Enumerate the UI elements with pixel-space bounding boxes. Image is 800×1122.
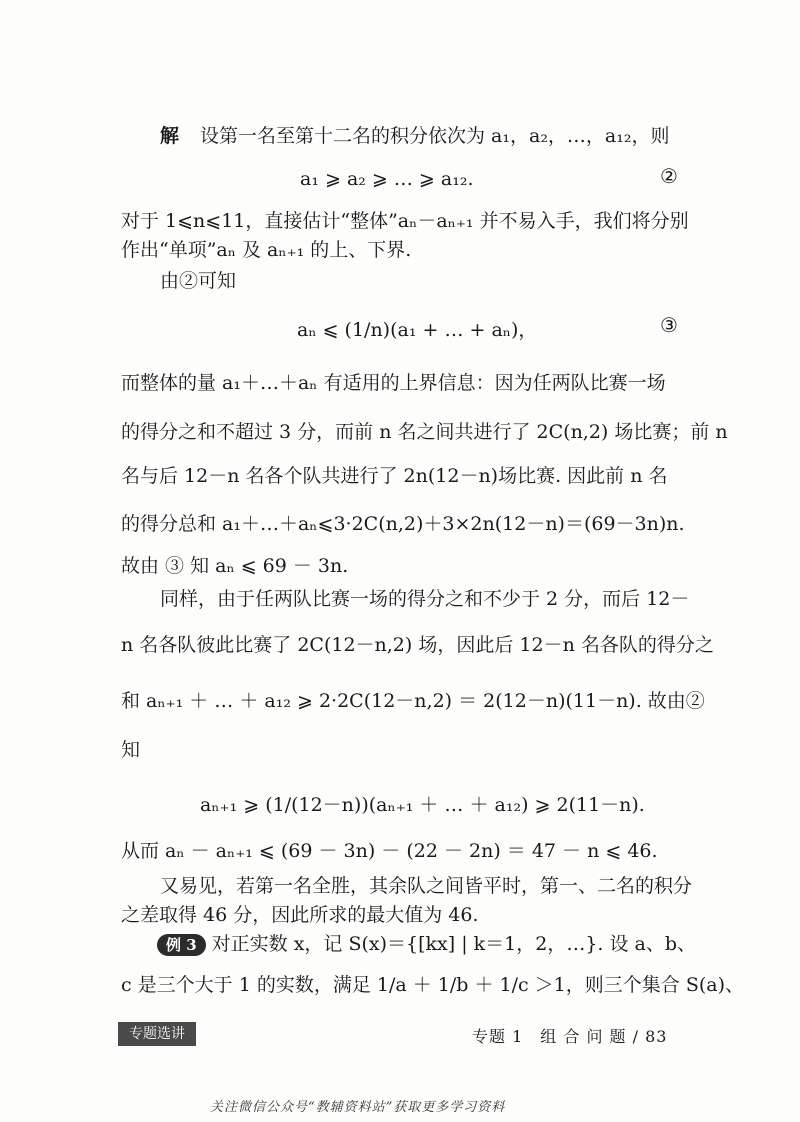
solution-line-10: 同样，由于任两队比赛一场的得分之和不少于 2 分，而后 12－	[160, 588, 690, 610]
equation-tag-2: ②	[660, 164, 678, 188]
solution-line-16: 之差取得 46 分，因此所求的最大值为 46.	[121, 904, 479, 926]
solution-line-7: 名与后 12－n 名各个队共进行了 2n(12－n)场比赛. 因此前 n 名	[121, 465, 668, 487]
watermark-text: 关注微信公众号“教辅资料站”获取更多学习资料	[210, 1100, 506, 1115]
example-badge: 例 3	[157, 934, 206, 956]
solution-line-5: 而整体的量 a₁＋…＋aₙ 有适用的上界信息：因为任两队比赛一场	[121, 372, 666, 394]
solution-line-6: 的得分之和不超过 3 分，而前 n 名之间共进行了 2C(n,2) 场比赛；前 n	[121, 421, 728, 443]
solution-label: 解	[160, 125, 180, 147]
solution-line-14: 从而 aₙ － aₙ₊₁ ⩽ (69 － 3n) － (22 － 2n) ＝ 47 － n ⩽ 46.	[121, 840, 658, 862]
solution-line-3: 作出“单项”aₙ 及 aₙ₊₁ 的上、下界.	[121, 239, 412, 261]
inequality-eq3: aₙ ⩽ (1/n)(a₁ + … + aₙ)，	[297, 319, 538, 341]
solution-line-8: 的得分总和 a₁＋…＋aₙ⩽3·2C(n,2)＋3×2n(12－n)＝(69－3n)n.	[121, 513, 685, 535]
solution-line-13: 知	[121, 739, 141, 761]
example-3-line-2: c 是三个大于 1 的实数，满足 1/a ＋ 1/b ＋ 1/c ＞1，则三个集合 S(a)、	[121, 974, 744, 996]
solution-line-11: n 名各队彼此比赛了 2C(12－n,2) 场，因此后 12－n 名各队的得分之	[121, 634, 714, 656]
solution-line-9: 故由 ③ 知 aₙ ⩽ 69 － 3n.	[121, 555, 349, 577]
equation-tag-3: ③	[660, 313, 678, 337]
inequality-eq4: aₙ₊₁ ⩾ (1/(12－n))(aₙ₊₁ ＋ … ＋ a₁₂) ⩾ 2(11－n).	[200, 794, 645, 816]
solution-line-1: 设第一名至第十二名的积分依次为 a₁，a₂，…，a₁₂，则	[200, 125, 670, 147]
solution-line-12: 和 aₙ₊₁ ＋ … ＋ a₁₂ ⩾ 2·2C(12－n,2) ＝ 2(12－n)(11－n). 故由②	[121, 690, 705, 712]
page-footer: 专题 1 组 合 问 题 / 83	[472, 1027, 668, 1046]
example-3-line-1	[157, 931, 696, 957]
section-label: 专题选讲	[118, 1022, 196, 1046]
inequality-chain-eq2: a₁ ⩾ a₂ ⩾ … ⩾ a₁₂.	[300, 168, 474, 190]
solution-line-2: 对于 1⩽n⩽11，直接估计“整体”aₙ－aₙ₊₁ 并不易入手，我们将分别	[121, 210, 689, 232]
example-text-1: 对正实数 x，记 S(x)＝{[kx] | k＝1，2，…}. 设 a、b、	[211, 933, 697, 955]
solution-line-4: 由②可知	[160, 270, 237, 292]
solution-line-15: 又易见，若第一名全胜，其余队之间皆平时，第一、二名的积分	[160, 875, 693, 897]
